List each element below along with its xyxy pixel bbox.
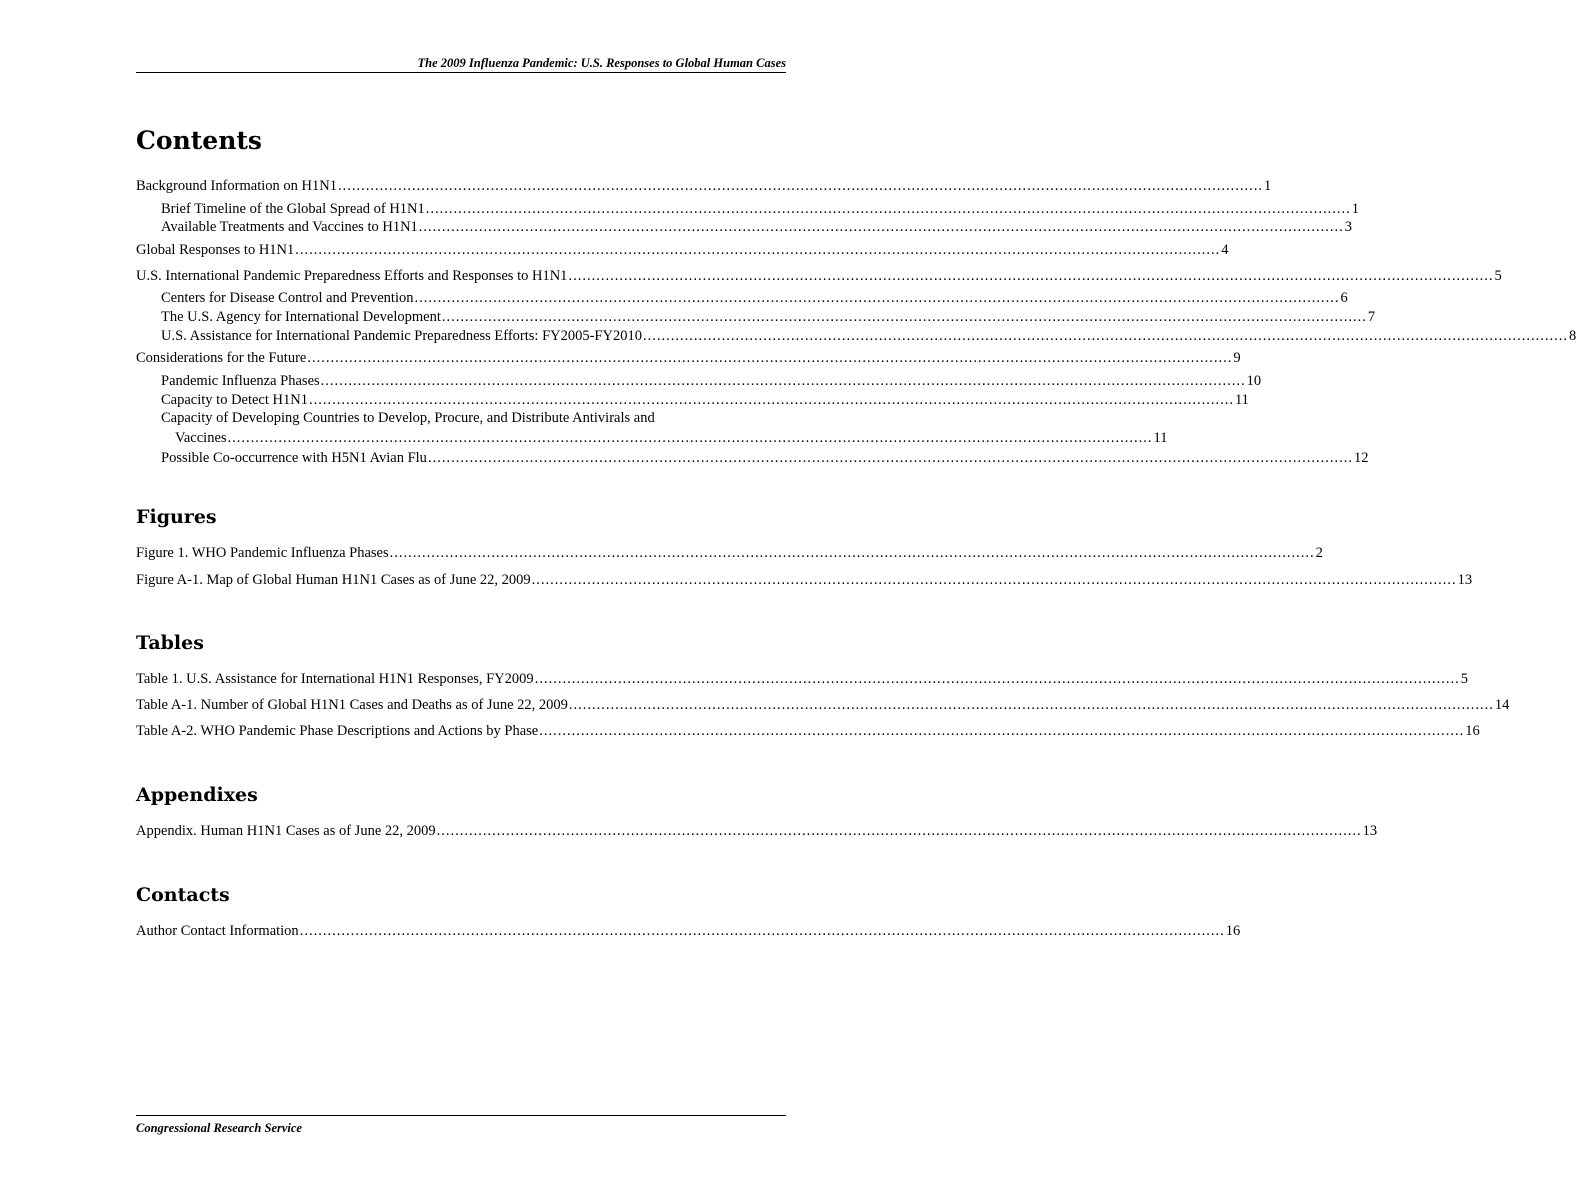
toc-entry-label: Global Responses to H1N1	[136, 242, 295, 258]
toc-entry-page: 11	[1153, 430, 1168, 446]
dot-leader: ........................................................................................................................................................................................................	[414, 290, 1340, 306]
running-footer: Congressional Research Service	[136, 1121, 302, 1135]
dot-leader: ........................................................................................................................................................................................................	[427, 450, 1353, 466]
dot-leader: ........................................................................................................................................................................................................	[418, 219, 1344, 235]
toc-entry-label: U.S. Assistance for International Pandemic Preparedness Efforts: FY2005-FY2010	[161, 328, 642, 344]
table-entry[interactable]	[136, 721, 1480, 741]
dot-leader: ........................................................................................................................................................................................................	[531, 572, 1457, 588]
table-entry-label: Table A-1. Number of Global H1N1 Cases and Deaths as of June 22, 2009	[136, 697, 568, 713]
contents-heading: Contents	[136, 126, 263, 155]
table-entry-page: 14	[1494, 697, 1510, 713]
toc-entry-label: Centers for Disease Control and Prevention	[161, 290, 414, 306]
figure-entry[interactable]	[136, 543, 1323, 563]
figures-heading: Figures	[136, 506, 217, 528]
dot-leader: ........................................................................................................................................................................................................	[389, 545, 1315, 561]
dot-leader: ........................................................................................................................................................................................................	[299, 923, 1225, 939]
dot-leader: ........................................................................................................................................................................................................	[568, 268, 1494, 284]
toc-entry-page: 11	[1234, 392, 1249, 408]
toc-entry-continuation[interactable]	[175, 428, 1168, 448]
dot-leader: ........................................................................................................................................................................................................	[295, 242, 1221, 258]
figure-entry-label: Figure A-1. Map of Global Human H1N1 Cases as of June 22, 2009	[136, 572, 531, 588]
toc-entry[interactable]	[136, 240, 1229, 260]
figure-entry-page: 13	[1457, 572, 1473, 588]
table-entry[interactable]	[136, 695, 1510, 715]
dot-leader: ........................................................................................................................................................................................................	[568, 697, 1494, 713]
header-rule	[136, 72, 786, 73]
running-header: The 2009 Influenza Pandemic: U.S. Responses to Global Human Cases	[417, 56, 786, 70]
toc-entry-page: 1	[1263, 178, 1272, 194]
toc-entry[interactable]	[136, 348, 1241, 368]
toc-entry[interactable]	[161, 307, 1376, 327]
appendix-entry[interactable]	[136, 821, 1378, 841]
dot-leader: ........................................................................................................................................................................................................	[539, 723, 1465, 739]
toc-entry-label: The U.S. Agency for International Development	[161, 309, 441, 325]
dot-leader: ........................................................................................................................................................................................................	[425, 201, 1351, 217]
toc-entry-page: 1	[1351, 201, 1360, 217]
toc-entry[interactable]	[136, 176, 1272, 196]
toc-entry-label: Capacity to Detect H1N1	[161, 392, 308, 408]
appendix-entry-label: Appendix. Human H1N1 Cases as of June 22, 2009	[136, 823, 436, 839]
toc-entry-page: 10	[1246, 373, 1262, 389]
toc-entry[interactable]	[161, 448, 1369, 468]
table-entry-label: Table A-2. WHO Pandemic Phase Descriptions and Actions by Phase	[136, 723, 539, 739]
toc-entry[interactable]	[161, 408, 785, 428]
toc-entry-page: 9	[1233, 350, 1241, 366]
toc-entry[interactable]	[161, 390, 1249, 410]
toc-entry[interactable]	[161, 288, 1348, 308]
appendix-entry-page: 13	[1362, 823, 1378, 839]
toc-entry-label: Capacity of Developing Countries to Develop, Procure, and Distribute Antivirals and	[161, 410, 655, 426]
toc-entry-page: 6	[1340, 290, 1348, 306]
toc-entry-page: 3	[1344, 219, 1353, 235]
appendixes-heading: Appendixes	[136, 784, 258, 806]
toc-entry-label: Brief Timeline of the Global Spread of H1N1	[161, 201, 425, 217]
toc-entry[interactable]	[161, 217, 1353, 237]
toc-entry[interactable]	[161, 371, 1262, 391]
toc-entry-label: Available Treatments and Vaccines to H1N1	[161, 219, 418, 235]
table-entry-label: Table 1. U.S. Assistance for International H1N1 Responses, FY2009	[136, 671, 534, 687]
toc-entry[interactable]	[161, 199, 1360, 219]
dot-leader: ........................................................................................................................................................................................................	[307, 350, 1233, 366]
toc-entry-page: 4	[1221, 242, 1229, 258]
dot-leader: ........................................................................................................................................................................................................	[441, 309, 1367, 325]
dot-leader: ........................................................................................................................................................................................................	[436, 823, 1362, 839]
table-entry-page: 5	[1460, 671, 1468, 687]
dot-leader: ........................................................................................................................................................................................................	[534, 671, 1460, 687]
toc-entry-label: U.S. International Pandemic Preparedness Efforts and Responses to H1N1	[136, 268, 568, 284]
dot-leader: ........................................................................................................................................................................................................	[227, 430, 1153, 446]
toc-entry-page: 12	[1353, 450, 1369, 466]
tables-heading: Tables	[136, 632, 204, 654]
toc-entry-page: 5	[1494, 268, 1502, 284]
toc-entry[interactable]	[161, 326, 1576, 346]
dot-leader: ........................................................................................................................................................................................................	[320, 373, 1246, 389]
contacts-heading: Contacts	[136, 884, 230, 906]
toc-entry[interactable]	[136, 266, 1502, 286]
footer-rule	[136, 1115, 786, 1116]
toc-entry-label: Possible Co-occurrence with H5N1 Avian Flu	[161, 450, 427, 466]
toc-entry-label: Considerations for the Future	[136, 350, 307, 366]
table-entry[interactable]	[136, 669, 1468, 689]
toc-entry-label: Pandemic Influenza Phases	[161, 373, 320, 389]
figure-entry[interactable]	[136, 570, 1473, 590]
contact-entry-page: 16	[1225, 923, 1241, 939]
table-entry-page: 16	[1465, 723, 1480, 739]
figure-entry-page: 2	[1315, 545, 1323, 561]
toc-entry-label: Background Information on H1N1	[136, 178, 337, 194]
dot-leader: ........................................................................................................................................................................................................	[308, 392, 1234, 408]
toc-entry-label: Vaccines	[175, 430, 227, 446]
dot-leader: ........................................................................................................................................................................................................	[642, 328, 1568, 344]
toc-entry-page: 7	[1367, 309, 1376, 325]
contact-entry[interactable]	[136, 921, 1241, 941]
dot-leader: ........................................................................................................................................................................................................	[337, 178, 1263, 194]
toc-entry-page: 8	[1568, 328, 1576, 344]
figure-entry-label: Figure 1. WHO Pandemic Influenza Phases	[136, 545, 389, 561]
contact-entry-label: Author Contact Information	[136, 923, 299, 939]
